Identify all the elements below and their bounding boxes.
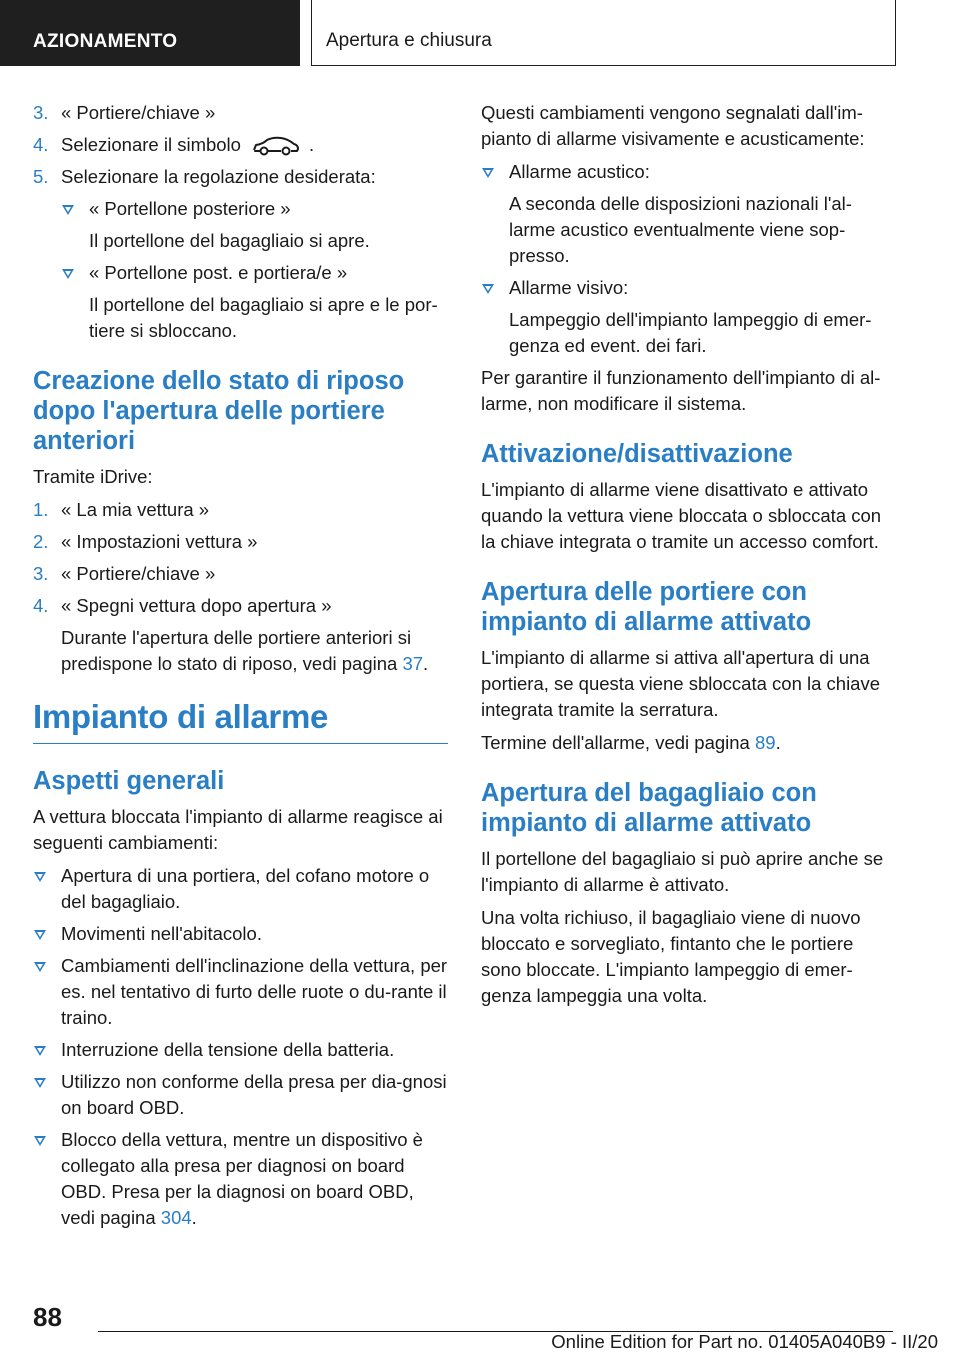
option-title: « Portellone post. e portiera/e » (89, 262, 348, 283)
bullet-text: Apertura di una portiera, del cofano motore o del bagagliaio. (61, 865, 430, 912)
step-text: « Spegni vettura dopo apertura » (61, 595, 332, 616)
page-link-37[interactable]: 37 (402, 653, 424, 674)
list-item (61, 260, 448, 344)
step-desc (61, 625, 448, 677)
list-item (481, 159, 893, 269)
step-number: 3. (33, 563, 49, 584)
step-text: « Portiere/chiave » (61, 563, 216, 584)
list-item (33, 164, 448, 344)
bullet-desc: A seconda delle disposizioni nazionali l'al-larme acustico eventualmente viene sop-presso. (509, 193, 852, 266)
activation-text: L'impianto di allarme viene disattivato e attivato quando la vettura viene bloccata o sbloccata con la chiave integrata o tramite un accesso comfort. (481, 479, 882, 552)
triangle-bullet-icon (62, 205, 74, 215)
page-number: 88 (33, 1302, 62, 1332)
option-desc: Il portellone del bagagliaio si apre e le por-tiere si sbloccano. (89, 294, 438, 341)
triangle-bullet-icon (34, 1078, 46, 1088)
step-text: Selezionare il simbolo (61, 134, 241, 155)
general-heading: Aspetti generali (33, 767, 225, 795)
bullet-text-end: . (191, 1207, 197, 1228)
list-item (33, 953, 448, 1031)
list-item (33, 863, 448, 915)
alarm-section-title: Impianto di allarme (33, 697, 448, 744)
list-item (33, 1069, 448, 1121)
signal-intro: Questi cambiamenti vengono segnalati dall'im-pianto di allarme visivamente e acusticamente: (481, 102, 865, 149)
right-column (481, 100, 893, 1016)
doors-text: L'impianto di allarme si attiva all'apertura di una portiera, se questa viene sbloccata con la chiave integrata tramite la serratura. (481, 647, 881, 720)
bullet-text: Utilizzo non conforme della presa per dia-gnosi on board OBD. (61, 1071, 447, 1118)
step-number: 3. (33, 102, 49, 123)
list-item (33, 921, 448, 947)
step-number: 4. (33, 134, 49, 155)
triangle-bullet-icon (34, 1136, 46, 1146)
page-link-304[interactable]: 304 (160, 1207, 192, 1228)
list-item (33, 529, 448, 555)
triangle-bullet-icon (34, 930, 46, 940)
activation-heading: Attivazione/disattivazione (481, 440, 793, 468)
list-item (33, 132, 448, 158)
list-item (481, 275, 893, 359)
step-text: « Portiere/chiave » (61, 102, 216, 123)
option-title: « Portellone posteriore » (89, 198, 291, 219)
step-desc-text: Durante l'apertura delle portiere anteriori si predispone lo stato di riposo, vedi pagina (61, 627, 412, 674)
list-item (33, 593, 448, 677)
step-text-end: . (308, 134, 315, 155)
page-link-89[interactable]: 89 (754, 732, 776, 753)
list-item (33, 1037, 448, 1063)
list-item (33, 561, 448, 587)
triangle-bullet-icon (482, 284, 494, 294)
step-text: « Impostazioni vettura » (61, 531, 258, 552)
step-text: « La mia vettura » (61, 499, 210, 520)
step-number: 4. (33, 595, 49, 616)
bullet-text: Movimenti nell'abitacolo. (61, 923, 262, 944)
bullet-text: Cambiamenti dell'inclinazione della vettura, per es. nel tentativo di furto delle ruote o du-rante il traino. (61, 955, 448, 1028)
page-header (0, 0, 960, 66)
doors-heading: Apertura delle portiere con impianto di allarme attivato (481, 578, 812, 636)
left-column (33, 100, 448, 1237)
section-tab: AZIONAMENTO (0, 0, 300, 66)
bullet-desc: Lampeggio dell'impianto lampeggio di emer-genza ed event. dei fari. (509, 309, 872, 356)
bullet-text: Interruzione della tensione della batteria. (61, 1039, 395, 1060)
signal-note: Per garantire il funzionamento dell'impianto di al-larme, non modificare il sistema. (481, 367, 881, 414)
step-desc-end: . (423, 653, 429, 674)
bullet-title: Allarme acustico: (509, 161, 650, 182)
step-text: Selezionare la regolazione desiderata: (61, 166, 376, 187)
list-item (33, 1127, 448, 1231)
rest-intro: Tramite iDrive: (33, 466, 153, 487)
bullet-text (61, 1127, 448, 1231)
trunk-heading: Apertura del bagagliaio con impianto di allarme attivato (481, 779, 817, 837)
bullet-text-body: Blocco della vettura, mentre un dispositivo è collegato alla presa per diagnosi on board OBD. Presa per la diagnosi on board OBD, vedi pagina (61, 1129, 423, 1228)
rest-state-heading: Creazione dello stato di riposo dopo l'apertura delle portiere anteriori (33, 367, 405, 455)
list-item (61, 196, 448, 254)
triangle-bullet-icon (482, 168, 494, 178)
general-intro: A vettura bloccata l'impianto di allarme reagisce ai seguenti cambiamenti: (33, 806, 443, 853)
option-desc: Il portellone del bagagliaio si apre. (89, 230, 370, 251)
doors-ref-end: . (775, 732, 781, 753)
step-number: 2. (33, 531, 49, 552)
trunk-text-2: Una volta richiuso, il bagagliaio viene di nuovo bloccato e sorvegliato, fintanto che le portiere sono bloccate. L'impianto lampeggio di emer-genza lampeggia una volta. (481, 907, 861, 1006)
triangle-bullet-icon (34, 1046, 46, 1056)
triangle-bullet-icon (34, 962, 46, 972)
list-item (33, 497, 448, 523)
list-item (33, 100, 448, 126)
triangle-bullet-icon (34, 872, 46, 882)
option-list (61, 196, 448, 344)
step-number: 5. (33, 166, 49, 187)
chapter-tab: Apertura e chiusura (311, 0, 896, 66)
car-outline-icon (251, 135, 301, 157)
doors-ref (481, 730, 893, 756)
triangle-bullet-icon (62, 269, 74, 279)
bullet-title: Allarme visivo: (509, 277, 629, 298)
trunk-text-1: Il portellone del bagagliaio si può aprire anche se l'impianto di allarme è attivato. (481, 848, 884, 895)
doors-ref-text: Termine dell'allarme, vedi pagina (481, 732, 750, 753)
step-number: 1. (33, 499, 49, 520)
edition-text: Online Edition for Part no. 01405A040B9 - II/20 (551, 1331, 938, 1352)
